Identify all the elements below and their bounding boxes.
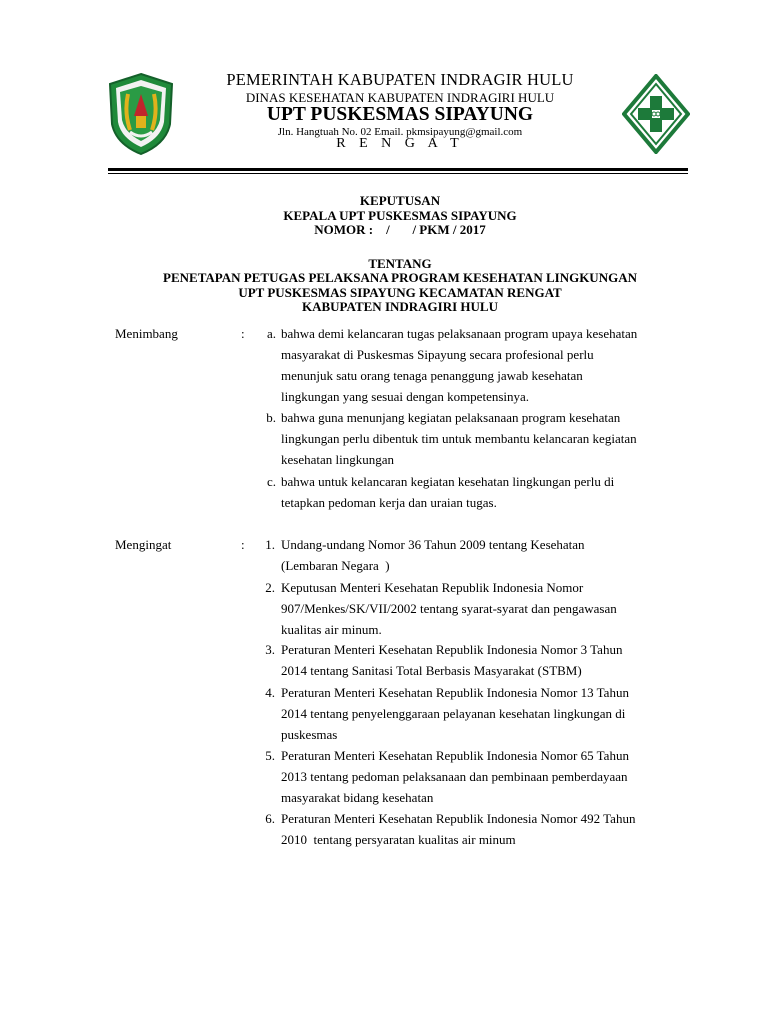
mengingat-item-mark: 5.	[265, 748, 275, 763]
menimbang-item-mark: b.	[266, 410, 276, 425]
decree-subject-line-2: UPT PUSKESMAS SIPAYUNG KECAMATAN RENGAT	[238, 285, 562, 300]
decree-number: NOMOR : / / PKM / 2017	[314, 222, 486, 237]
decree-subject-line-1: PENETAPAN PETUGAS PELAKSANA PROGRAM KESEHATAN LINGKUNGAN	[163, 270, 637, 285]
mengingat-item-text: Peraturan Menteri Kesehatan Republik Indonesia Nomor 13 Tahun 2014 tentang penyelenggaraan pelayanan kesehatan lingkungan di puskesmas	[281, 685, 629, 742]
menimbang-item-text: bahwa demi kelancaran tugas pelaksanaan program upaya kesehatan masyarakat di Puskesmas Sipayung secara profesional perlu menunjuk satu orang tenaga penanggung jawab kesehatan lingkungan yang sesuai dengan kompetensinya.	[281, 326, 638, 404]
menimbang-item-mark: c.	[266, 474, 276, 489]
mengingat-item-text: Peraturan Menteri Kesehatan Republik Indonesia Nomor 492 Tahun 2010 tentang persyaratan kualitas air minum	[281, 811, 636, 847]
mengingat-item-text: Keputusan Menteri Kesehatan Republik Indonesia Nomor 907/Menkes/SK/VII/2002 tentang syarat-syarat dan pengawasan kualitas air minum.	[281, 580, 617, 637]
mengingat-item-mark: 2.	[265, 580, 275, 595]
header-government: PEMERINTAH KABUPATEN INDRAGIR HULU	[226, 70, 574, 89]
mengingat-item-text: Undang-undang Nomor 36 Tahun 2009 tentang Kesehatan (Lembaran Negara )	[281, 537, 585, 573]
mengingat-item-mark: 4.	[265, 685, 275, 700]
menimbang-item-text: bahwa untuk kelancaran kegiatan kesehatan lingkungan perlu di tetapkan pedoman kerja dan uraian tugas.	[281, 474, 615, 510]
mengingat-colon: :	[241, 537, 245, 552]
header-department: DINAS KESEHATAN KABUPATEN INDRAGIRI HULU	[245, 90, 555, 105]
decree-issuer: KEPALA UPT PUSKESMAS SIPAYUNG	[283, 208, 517, 223]
header-address: Jln. Hangtuah No. 02 Email. pkmsipayung@gmail.com	[277, 126, 523, 138]
menimbang-label: Menimbang	[115, 326, 178, 341]
header-divider-thin	[108, 173, 688, 174]
mengingat-item-text: Peraturan Menteri Kesehatan Republik Indonesia Nomor 65 Tahun 2013 tentang pedoman pelaksanaan dan pembinaan pemberdayaan masyarakat bidang kesehatan	[281, 748, 629, 805]
mengingat-label: Mengingat	[115, 537, 172, 552]
mengingat-item-mark: 6.	[265, 811, 275, 826]
mengingat-item-mark: 3.	[265, 642, 275, 657]
header-divider-thick	[108, 168, 688, 171]
header-city: R E N G A T	[336, 136, 464, 151]
mengingat-item-mark: 1.	[265, 537, 275, 552]
decree-title: KEPUTUSAN	[359, 193, 441, 208]
decree-about-label: TENTANG	[368, 256, 432, 271]
mengingat-item-text: Peraturan Menteri Kesehatan Republik Indonesia Nomor 3 Tahun 2014 tentang Sanitasi Total Berbasis Masyarakat (STBM)	[281, 642, 623, 678]
menimbang-item-text: bahwa guna menunjang kegiatan pelaksanaan program kesehatan lingkungan perlu dibentuk tim untuk membantu kelancaran kegiatan kesehatan lingkungan	[281, 410, 637, 467]
menimbang-colon: :	[241, 326, 245, 341]
header-institution: UPT PUSKESMAS SIPAYUNG	[266, 104, 534, 125]
menimbang-item-mark: a.	[266, 326, 276, 341]
decree-subject-line-3: KABUPATEN INDRAGIRI HULU	[302, 299, 498, 314]
